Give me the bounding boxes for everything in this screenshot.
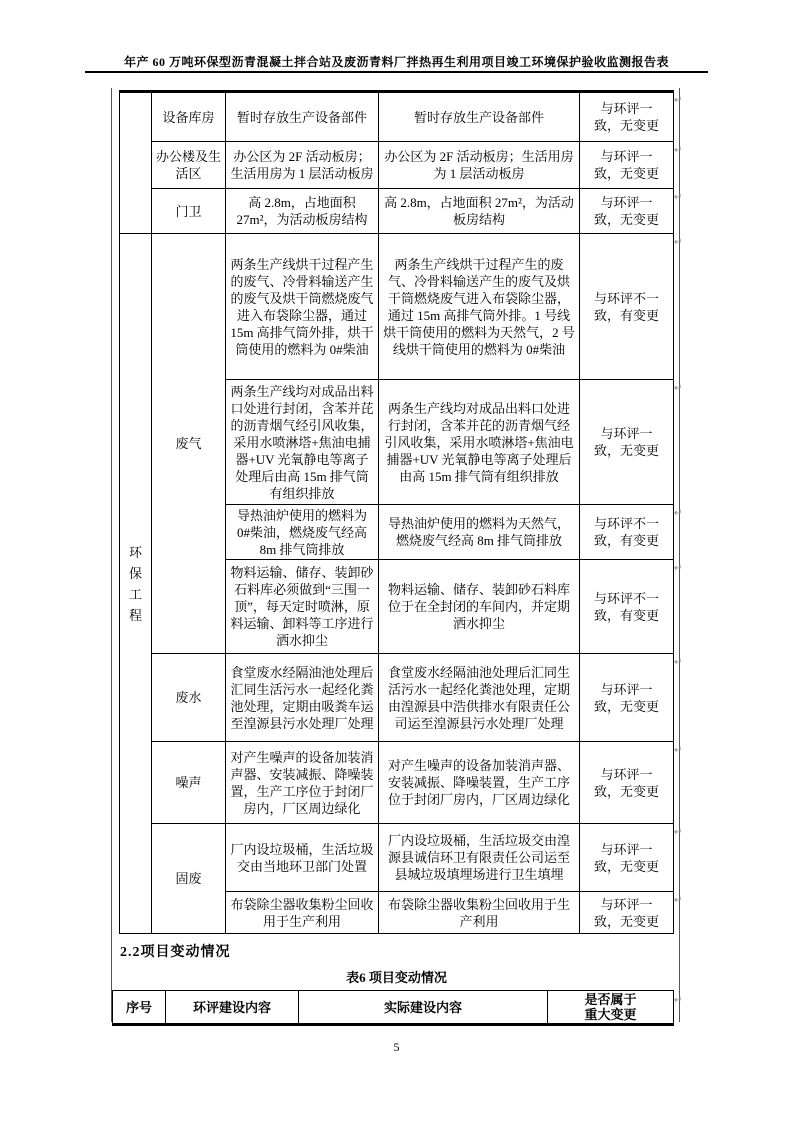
page-number: 5 <box>393 1040 400 1054</box>
status-text: 与环评一致，无变更 <box>594 149 660 181</box>
header-divider <box>85 71 708 73</box>
actual-content-cell: 暂时存放生产设备部件 <box>379 92 580 142</box>
table-row <box>120 742 674 824</box>
actual-content-cell: 对产生噪声的设备加装消声器、安装减振、降噪装置，生产工序位于封闭厂房内，厂区周边绿化 <box>379 742 580 824</box>
subcategory-cell: 办公楼及生活区 <box>152 142 226 189</box>
status-text: 与环评一致，无变更 <box>594 841 660 874</box>
status-text: 与环评不一致，有变更 <box>594 290 660 323</box>
column-header-actual-content: 实际建设内容 <box>299 991 548 1025</box>
table-row <box>120 824 674 892</box>
change-table <box>112 990 674 1026</box>
actual-content-cell: 办公区为 2F 活动板房；生活用房为 1 层活动板房 <box>379 142 580 189</box>
actual-content-cell: 厂内设垃圾桶，生活垃圾交由湟源县诚信环卫有限责任公司运至县城垃圾填埋场进行卫生填埋 <box>379 824 580 892</box>
status-text: 与环评一致，无变更 <box>594 766 660 799</box>
paragraph-mark-icon: ↵ <box>674 657 683 668</box>
actual-content-cell: 布袋除尘器收集粉尘回收用于生产利用 <box>379 892 580 934</box>
status-cell <box>580 742 674 824</box>
eia-content-cell: 物料运输、储存、装卸砂石料库必须做到“三围一顶”，每天定时喷淋，原料运输、卸料等工序进行洒水抑尘 <box>226 560 379 654</box>
status-text: 与环评一致，无变更 <box>594 101 660 133</box>
eia-content-cell: 办公区为 2F 活动板房；生活用房为 1 层活动板房 <box>226 142 379 189</box>
status-cell <box>580 505 674 560</box>
paragraph-mark-icon: ↵ <box>674 95 683 106</box>
paragraph-mark-icon: ↵ <box>674 745 683 756</box>
subcategory-cell: 固废 <box>152 824 226 934</box>
status-cell <box>580 92 674 142</box>
paragraph-mark-icon: ↵ <box>674 827 683 838</box>
eia-content-cell: 对产生噪声的设备加装消声器、安装减振、降噪装置，生产工序位于封闭厂房内，厂区周边绿化 <box>226 742 379 824</box>
table-row <box>120 654 674 742</box>
actual-content-cell: 物料运输、储存、装卸砂石料库位于在全封闭的车间内，并定期洒水抑尘 <box>379 560 580 654</box>
section-heading: 2.2项目变动情况 <box>120 945 231 960</box>
paragraph-mark-icon: ↵ <box>674 192 683 203</box>
actual-content-cell: 两条生产线均对成品出料口处进行封闭，含苯并芘的沥青烟气经引风收集，采用水喷淋塔+焦油电捕器+UV 光氧静电等离子处理后由高 15m 排气筒有组织排放 <box>379 380 580 505</box>
facilities-table <box>119 90 674 934</box>
status-cell <box>580 142 674 189</box>
column-header-index: 序号 <box>113 991 166 1025</box>
status-cell <box>580 380 674 505</box>
eia-content-cell: 高 2.8m，占地面积 27m²，为活动板房结构 <box>226 189 379 234</box>
status-text: 与环评一致，无变更 <box>594 896 660 929</box>
subcategory-cell: 设备库房 <box>152 92 226 142</box>
paragraph-mark-icon: ↵ <box>674 145 683 156</box>
status-cell <box>580 560 674 654</box>
paragraph-mark-icon: ↵ <box>674 383 683 394</box>
table-row <box>120 92 674 142</box>
column-header-eia-content: 环评建设内容 <box>166 991 299 1025</box>
status-cell <box>580 234 674 380</box>
eia-content-cell: 两条生产线均对成品出料口处进行封闭，含苯并芘的沥青烟气经引风收集，采用水喷淋塔+焦油电捕器+UV 光氧静电等离子处理后由高 15m 排气筒有组织排放 <box>226 380 379 505</box>
status-text: 与环评一致，无变更 <box>594 195 660 227</box>
eia-content-cell: 两条生产线烘干过程产生的废气、冷骨料输送产生的废气及烘干筒燃烧废气进入布袋除尘器，通过 15m 高排气筒外排，烘干筒使用的燃料为 0#柴油 <box>226 234 379 380</box>
status-text: 与环评不一致，有变更 <box>594 516 660 548</box>
paragraph-mark-icon: ↵ <box>674 563 683 574</box>
status-text: 与环评一致，无变更 <box>594 681 660 714</box>
paragraph-mark-icon: ↵ <box>674 237 683 248</box>
category-cell-empty <box>120 92 152 234</box>
eia-content-cell: 食堂废水经隔油池处理后汇同生活污水一起经化粪池处理，定期由吸粪车运至湟源县污水处理厂处理 <box>226 654 379 742</box>
status-cell <box>580 654 674 742</box>
status-cell <box>580 824 674 892</box>
table-header-row <box>113 991 674 1025</box>
page-title: 年产 60 万吨环保型沥青混凝土拌合站及废沥青料厂拌热再生利用项目竣工环境保护验收监测报告表 <box>123 55 669 69</box>
table-row <box>120 189 674 234</box>
eia-content-cell: 厂内设垃圾桶，生活垃圾交由当地环卫部门处置 <box>226 824 379 892</box>
table-row <box>120 142 674 189</box>
actual-content-cell: 高 2.8m，占地面积 27m²，为活动板房结构 <box>379 189 580 234</box>
text-boundary-right <box>679 88 680 1022</box>
status-text: 与环评一致，无变更 <box>594 426 660 458</box>
subcategory-cell: 废水 <box>152 654 226 742</box>
paragraph-mark-icon: ↵ <box>674 508 683 519</box>
eia-content-cell: 暂时存放生产设备部件 <box>226 92 379 142</box>
status-text: 与环评不一致，有变更 <box>594 590 660 623</box>
actual-content-cell: 两条生产线烘干过程产生的废气、冷骨料输送产生的废气及烘干筒燃烧废气进入布袋除尘器，通过 15m 高排气筒外排。1 号线烘干筒使用的燃料为天然气，2 号线烘干筒使用的燃料为 0#柴油 <box>379 234 580 380</box>
category-label: 环保工程 <box>128 544 142 623</box>
text-boundary-left <box>111 88 112 1022</box>
subcategory-cell: 废气 <box>152 234 226 654</box>
status-cell <box>580 189 674 234</box>
eia-content-cell: 布袋除尘器收集粉尘回收用于生产利用 <box>226 892 379 934</box>
facilities-table-container <box>119 90 674 934</box>
paragraph-mark-icon: ↵ <box>674 995 683 1006</box>
paragraph-mark-icon: ↵ <box>674 895 683 906</box>
table-row <box>120 234 674 380</box>
column-header-major-change <box>548 991 674 1025</box>
table-caption: 表6 项目变动情况 <box>346 970 447 985</box>
actual-content-cell: 食堂废水经隔油池处理后汇同生活污水一起经化粪池处理，定期由湟源县中浩供排水有限责任公司运至湟源县污水处理厂处理 <box>379 654 580 742</box>
status-cell <box>580 892 674 934</box>
change-table-container <box>112 990 674 1026</box>
actual-content-cell: 导热油炉使用的燃料为天然气，燃烧废气经高 8m 排气筒排放 <box>379 505 580 560</box>
eia-content-cell: 导热油炉使用的燃料为 0#柴油，燃烧废气经高 8m 排气筒排放 <box>226 505 379 560</box>
column-header-major-change-text: 是否属于重大变更 <box>584 992 637 1022</box>
subcategory-cell: 噪声 <box>152 742 226 824</box>
category-cell <box>120 234 152 934</box>
subcategory-cell: 门卫 <box>152 189 226 234</box>
